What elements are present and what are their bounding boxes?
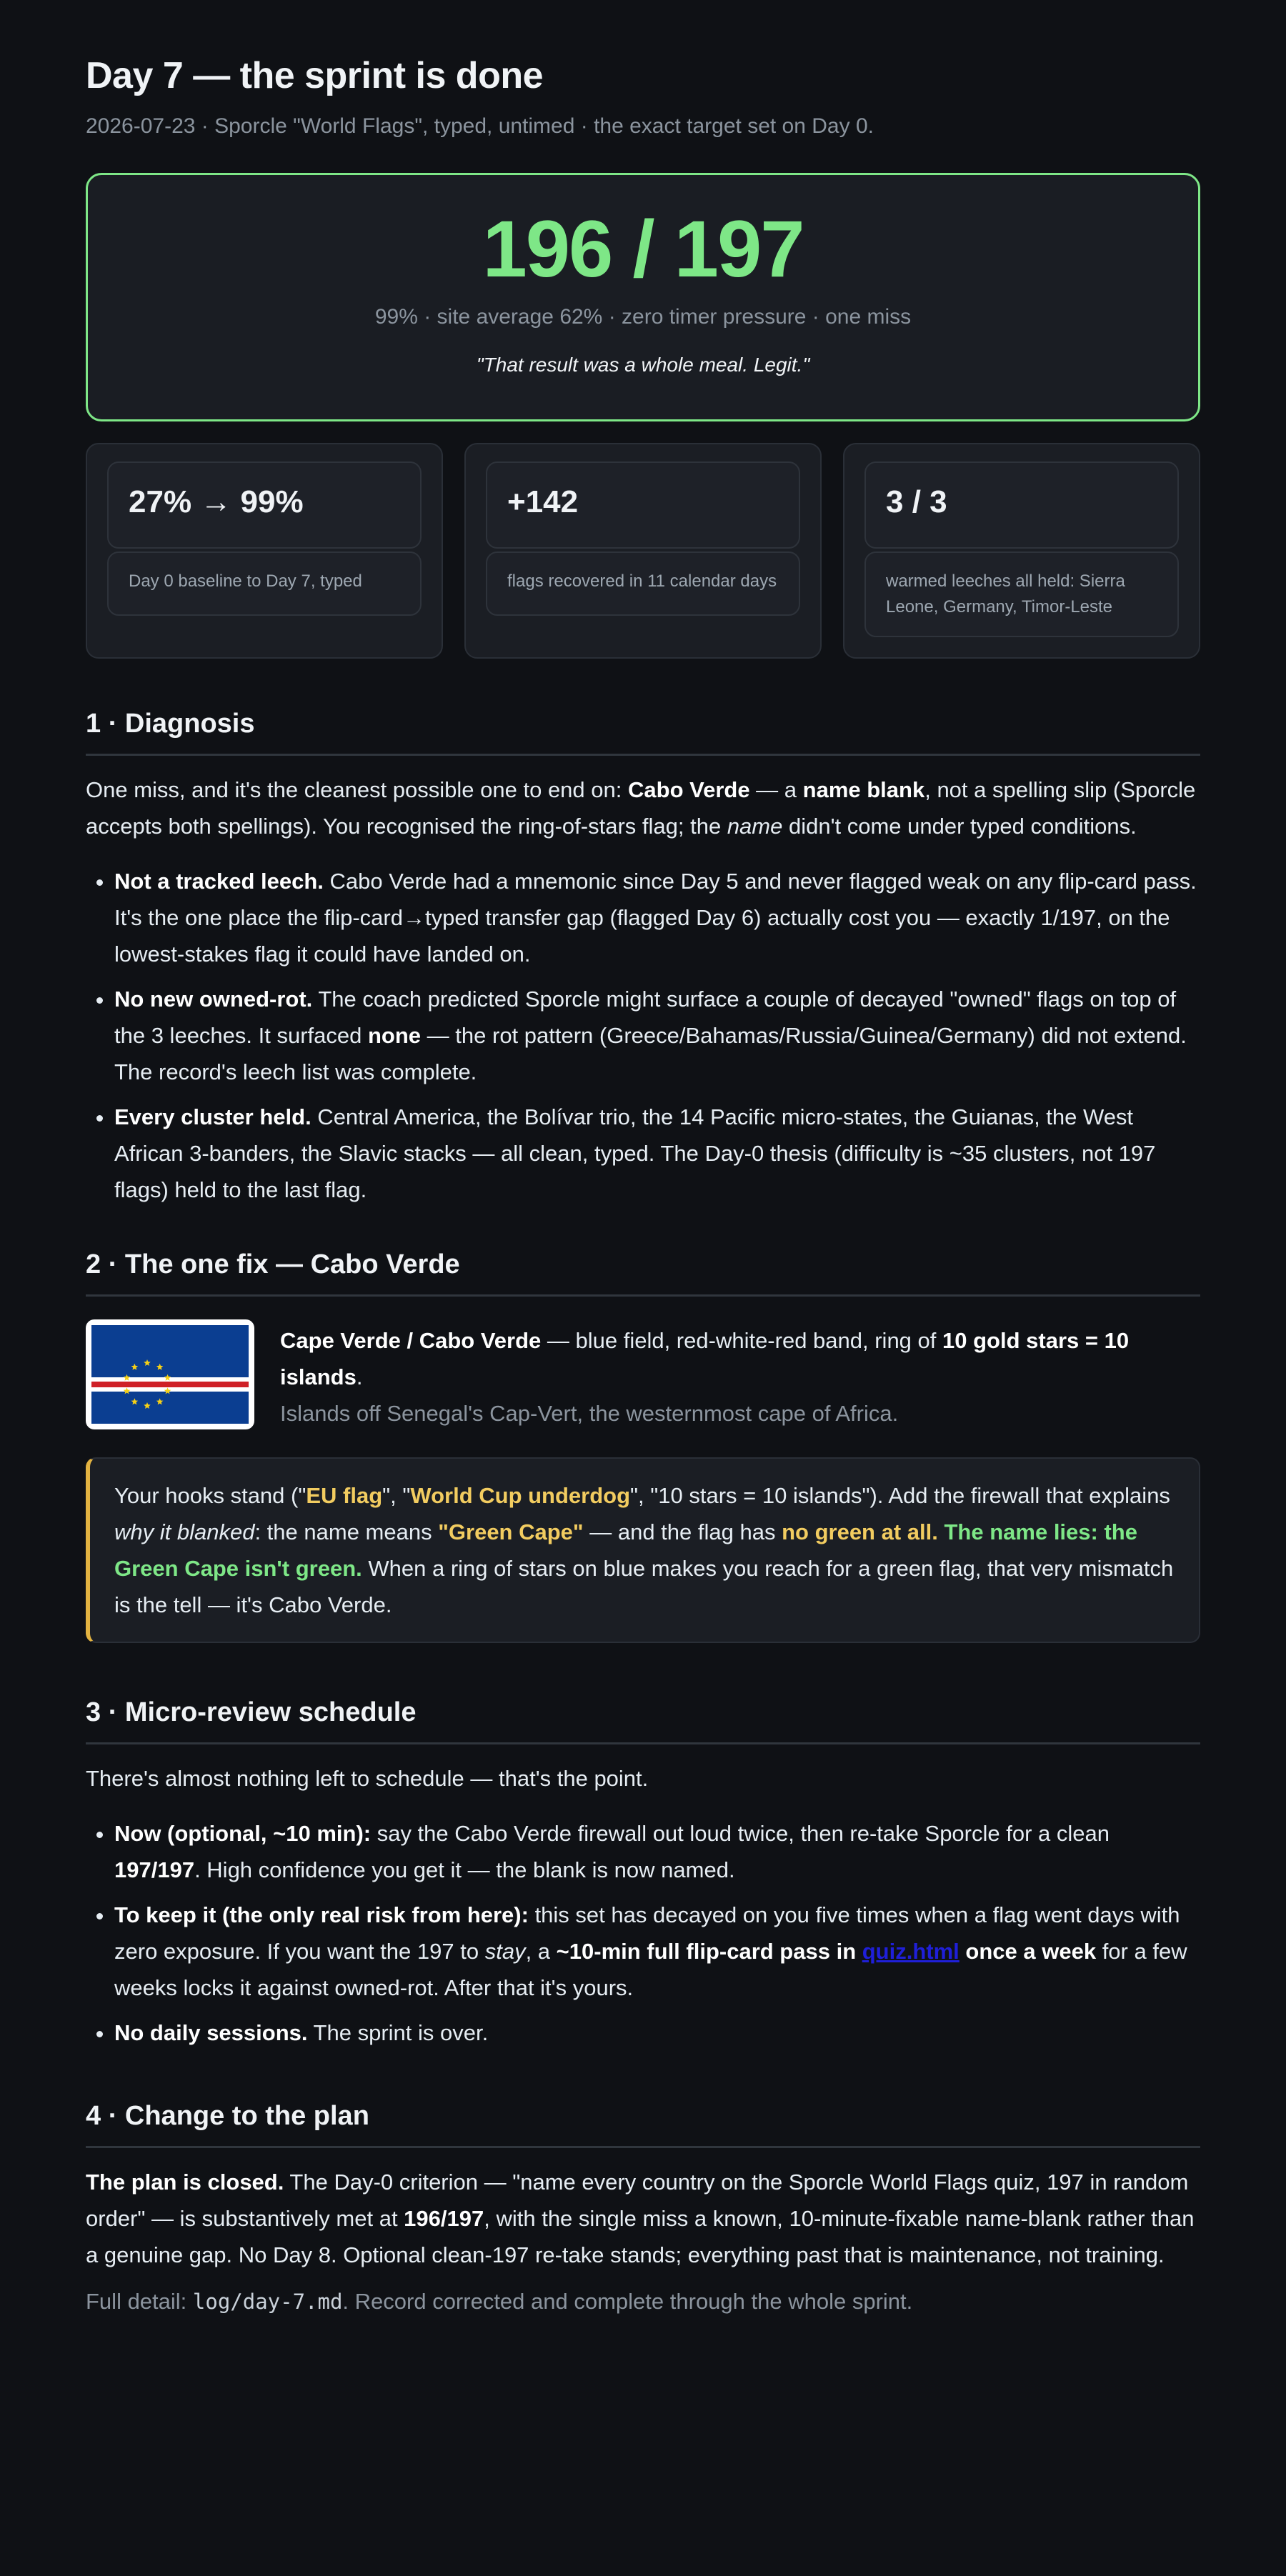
text-highlight: "Green Cape" xyxy=(438,1519,584,1544)
page-subtitle: 2026-07-23 · Sporcle "World Flags", typed, untimed · the exact target set on Day 0. xyxy=(86,114,874,138)
text-bold: once a week xyxy=(959,1939,1097,1964)
text-run: — and the flag has xyxy=(583,1519,782,1544)
text-bold: none xyxy=(368,1023,422,1048)
text-bold: Cape Verde / Cabo Verde xyxy=(280,1328,542,1353)
list-item xyxy=(114,1897,1200,2006)
stat-label: flags recovered in 11 calendar days xyxy=(486,551,800,616)
cabo-verde-flag-image xyxy=(86,1319,254,1429)
text-run: , with the single miss a known, 10-minute-fixable name-blank rather than a genuine gap. No Day 8. Optional clean-197 re-take stands; everything past that is maintenance, not training. xyxy=(86,2206,1195,2267)
text-italic: why it blanked xyxy=(114,1519,255,1544)
text-run xyxy=(938,1519,944,1544)
text-bold: name blank xyxy=(802,777,925,802)
text-run: ", "10 stars = 10 islands"). Add the firewall that explains xyxy=(630,1483,1170,1508)
text-run: ", " xyxy=(382,1483,411,1508)
text-bold: To keep it (the only real risk from here): xyxy=(114,1902,529,1927)
stat-value: +142 xyxy=(486,461,800,549)
text-run: didn't come under typed conditions. xyxy=(782,814,1137,839)
text-italic: name xyxy=(727,814,783,839)
text-run: : the name means xyxy=(254,1519,439,1544)
log-file-path: log/day-7.md xyxy=(192,2290,343,2314)
text-run: , a xyxy=(525,1939,557,1964)
text-run: say the Cabo Verde firewall out loud twice, then re-take Sporcle for a clean xyxy=(371,1821,1110,1846)
diagnosis-intro xyxy=(86,772,1200,844)
score-card xyxy=(86,173,1200,421)
firewall-callout xyxy=(86,1457,1200,1643)
footer-note xyxy=(86,2283,1200,2320)
cabo-verde-flag-icon xyxy=(91,1325,249,1424)
text-run: Central America, the Bolívar trio, the 14 Pacific micro-states, the Guianas, the West African 3-banders, the Slavic stacks — all clean, typed. The Day-0 thesis (difficulty is ~35 clusters, not 197 flags) held to the last flag. xyxy=(114,1104,1156,1202)
page-title: Day 7 — the sprint is done xyxy=(86,55,544,96)
callout-text xyxy=(114,1477,1175,1623)
text-bold: ~10-min full flip-card pass in xyxy=(556,1939,862,1964)
stat-card-baseline xyxy=(86,443,443,659)
stat-label: warmed leeches all held: Sierra Leone, Germany, Timor-Leste xyxy=(864,551,1179,637)
text-bold: No new owned-rot. xyxy=(114,987,313,1012)
section-schedule xyxy=(86,1697,1200,2051)
text-highlight-green: The name lies: the Green Cape isn't green. xyxy=(114,1519,1137,1581)
section-heading: 3 · Micro-review schedule xyxy=(86,1697,1200,1744)
stat-label: Day 0 baseline to Day 7, typed xyxy=(107,551,422,616)
text-bold: 197/197 xyxy=(114,1857,195,1882)
score-quote: "That result was a whole meal. Legit." xyxy=(476,354,810,376)
list-item xyxy=(114,1815,1200,1888)
stat-cards xyxy=(86,443,1200,659)
list-item xyxy=(114,2015,1200,2051)
text-run: Cabo Verde had a mnemonic since Day 5 and never flagged weak on any flip-card pass. It's the one place the flip-card→typed transfer gap (flagged Day 6) actually cost you — exactly 1/197, on the lowest-stakes flag it could have landed on. xyxy=(114,869,1197,967)
text-run: . xyxy=(356,1364,363,1389)
flag-caption xyxy=(280,1322,1200,1395)
schedule-list xyxy=(86,1815,1200,2051)
text-run: this set has decayed on you five times when a flag went days with zero exposure. If you want the 197 to xyxy=(114,1902,1180,1964)
text-run: — the rot pattern (Greece/Bahamas/Russia/Guinea/Germany) did not extend. The record's leech list was complete. xyxy=(114,1023,1187,1084)
text-bold: 196/197 xyxy=(404,2206,484,2231)
text-run: . Record corrected and complete through the whole sprint. xyxy=(342,2289,913,2314)
section-heading: 2 · The one fix — Cabo Verde xyxy=(86,1249,1200,1297)
text-bold: Cabo Verde xyxy=(628,777,750,802)
section-heading: 1 · Diagnosis xyxy=(86,709,1200,756)
text-highlight: EU flag xyxy=(306,1483,383,1508)
section-plan-change xyxy=(86,2101,1200,2320)
text-highlight: World Cup underdog xyxy=(410,1483,631,1508)
text-bold: Not a tracked leech. xyxy=(114,869,324,894)
section-heading: 4 · Change to the plan xyxy=(86,2101,1200,2148)
text-run: The Day-0 criterion — "name every country on the Sporcle World Flags quiz, 197 in random order" — is substantively met at xyxy=(86,2170,1189,2231)
text-run: The sprint is over. xyxy=(307,2020,489,2045)
text-bold: No daily sessions. xyxy=(114,2020,308,2045)
text-highlight: no green at all. xyxy=(782,1519,938,1544)
score-meta: 99% · site average 62% · zero timer pressure · one miss xyxy=(374,305,912,329)
text-bold: 10 gold stars = 10 islands xyxy=(280,1328,1130,1389)
stat-value: 3 / 3 xyxy=(864,461,1179,549)
section-diagnosis xyxy=(86,709,1200,1208)
flag-row xyxy=(86,1319,1200,1432)
diagnosis-list xyxy=(86,863,1200,1208)
section-one-fix xyxy=(86,1249,1200,1643)
flag-description xyxy=(280,1319,1200,1432)
text-run: Your hooks stand (" xyxy=(114,1483,306,1508)
text-bold: Every cluster held. xyxy=(114,1104,311,1129)
stat-card-recovered xyxy=(464,443,822,659)
list-item xyxy=(114,863,1200,972)
score-value: 196 / 197 xyxy=(482,204,804,294)
list-item xyxy=(114,981,1200,1090)
stat-value: 27% → 99% xyxy=(107,461,422,549)
flag-note: Islands off Senegal's Cap-Vert, the westernmost cape of Africa. xyxy=(280,1401,899,1426)
text-run: The coach predicted Sporcle might surface a couple of decayed "owned" flags on top of the 3 leeches. It surfaced xyxy=(114,987,1177,1048)
text-run: — blue field, red-white-red band, ring of xyxy=(541,1328,943,1353)
text-run: for a few weeks locks it against owned-rot. After that it's yours. xyxy=(114,1939,1187,2000)
text-run: One miss, and it's the cleanest possible one to end on: xyxy=(86,777,628,802)
quiz-link[interactable]: quiz.html xyxy=(862,1939,959,1964)
text-run: , not a spelling slip (Sporcle accepts both spellings). You recognised the ring-of-stars flag; the xyxy=(86,777,1196,839)
list-item xyxy=(114,1099,1200,1208)
schedule-intro: There's almost nothing left to schedule — that's the point. xyxy=(86,1766,649,1791)
text-bold: Now (optional, ~10 min): xyxy=(114,1821,372,1846)
stat-card-leeches xyxy=(843,443,1200,659)
text-run: Full detail: xyxy=(86,2289,193,2314)
text-run: . High confidence you get it — the blank is now named. xyxy=(194,1857,735,1882)
text-run: — a xyxy=(749,777,803,802)
text-bold: The plan is closed. xyxy=(86,2170,284,2195)
text-run: When a ring of stars on blue makes you reach for a green flag, that very mismatch is the tell — it's Cabo Verde. xyxy=(114,1556,1174,1617)
text-italic: stay xyxy=(484,1939,526,1964)
plan-paragraph xyxy=(86,2164,1200,2273)
